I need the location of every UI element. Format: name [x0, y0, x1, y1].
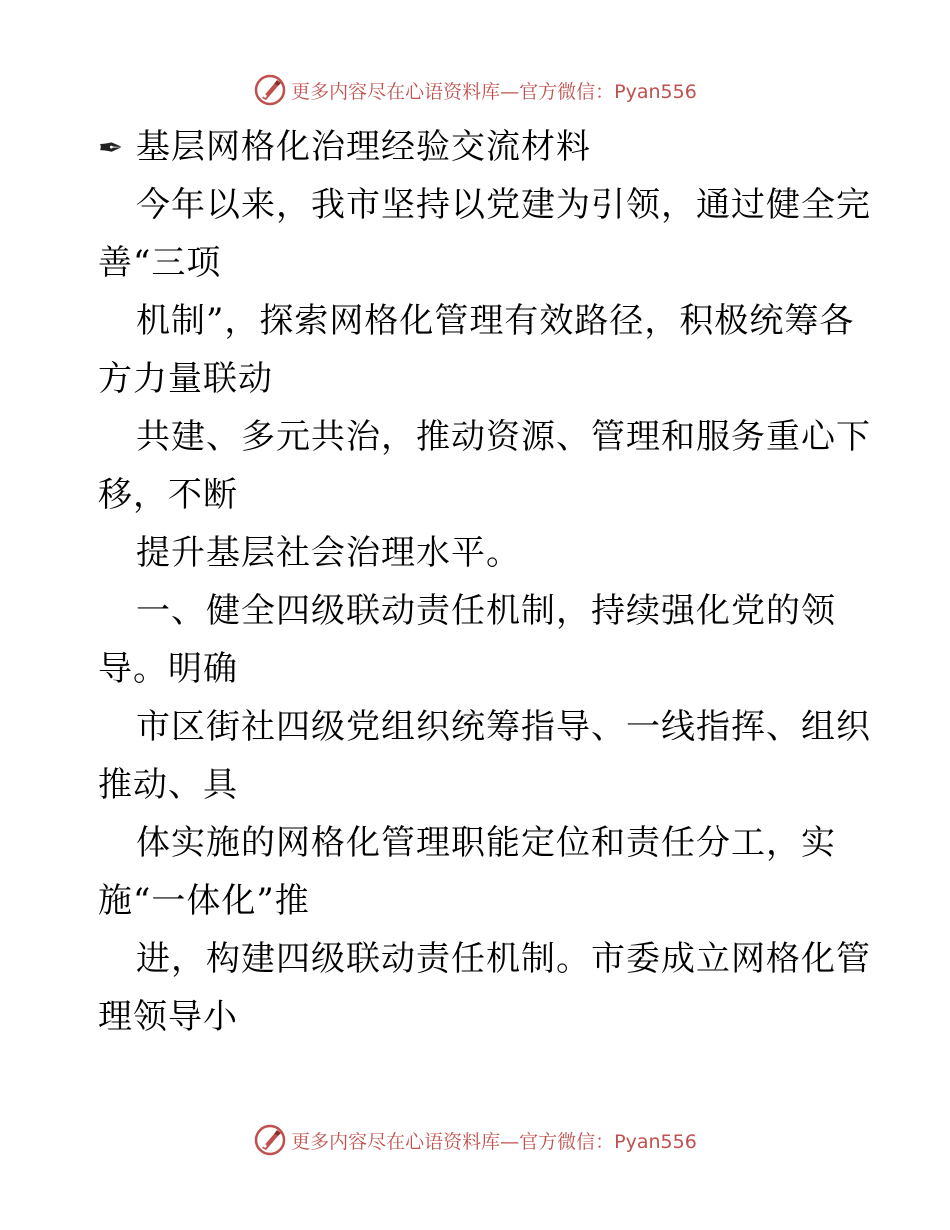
paragraph-line: 一、健全四级联动责任机制，持续强化党的领 — [136, 591, 836, 631]
paragraph-line: 共建、多元共治，推动资源、管理和服务重心下 — [136, 417, 871, 457]
paragraph-line: 移，不断 — [98, 475, 238, 515]
paragraph-line: 施“一体化”推 — [98, 881, 310, 921]
document-title-text: 基层网格化治理经验交流材料 — [136, 127, 591, 167]
paragraph-line: 今年以来，我市坚持以党建为引领，通过健全完 — [136, 185, 871, 225]
paragraph-line: 机制”，探索网格化管理有效路径，积极统筹各 — [136, 301, 855, 341]
paragraph-line: 提升基层社会治理水平。 — [136, 533, 521, 573]
paragraph-line: 导。明确 — [98, 649, 238, 689]
pen-nib-logo-icon — [253, 1123, 287, 1157]
paragraph-line: 推动、具 — [98, 765, 238, 805]
footer-watermark — [0, 1120, 950, 1160]
paragraph-line: 市区街社四级党组织统筹指导、一线指挥、组织 — [136, 707, 871, 747]
document-title — [98, 118, 858, 176]
header-wechat-id: Pyan556 — [614, 80, 697, 103]
footer-wechat-id: Pyan556 — [614, 1130, 697, 1153]
paragraph-line: 方力量联动 — [98, 359, 273, 399]
paragraph-line: 进，构建四级联动责任机制。市委成立网格化管 — [136, 939, 871, 979]
paragraph-line: 理领导小 — [98, 997, 238, 1037]
footer-watermark-text: 更多内容尽在心语资料库—官方微信：Pyan556 — [291, 1130, 697, 1153]
pen-nib-logo-icon — [253, 73, 287, 107]
pen-icon: ✒ — [98, 131, 125, 166]
paragraph-line: 善“三项 — [98, 243, 222, 283]
header-watermark — [0, 70, 950, 110]
document-body — [98, 118, 871, 1046]
header-watermark-text: 更多内容尽在心语资料库—官方微信：Pyan556 — [291, 80, 697, 103]
paragraph-line: 体实施的网格化管理职能定位和责任分工，实 — [136, 823, 836, 863]
